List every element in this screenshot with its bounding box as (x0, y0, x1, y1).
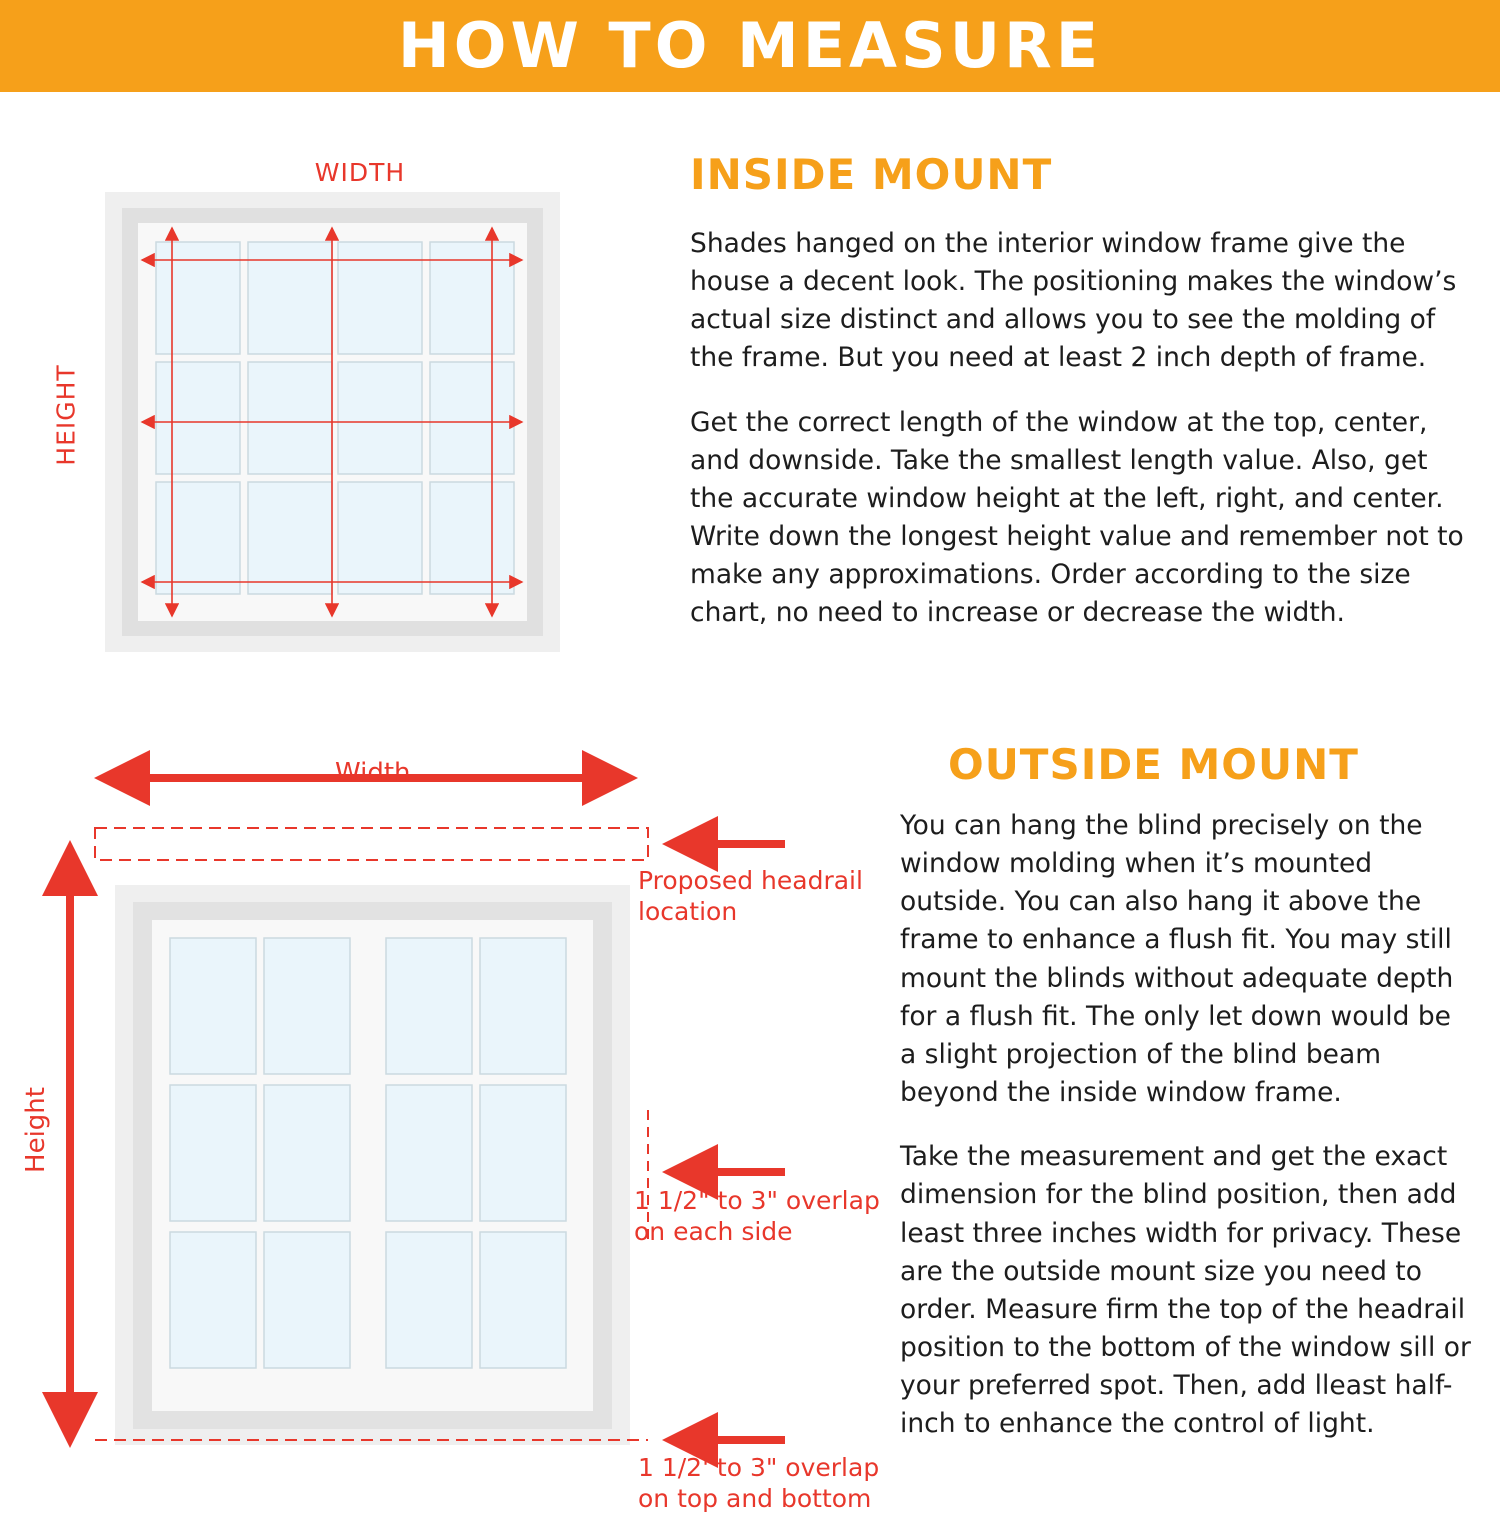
page-title: HOW TO MEASURE (397, 9, 1103, 82)
inside-window-illustration (60, 150, 660, 710)
topbottom-overlap-note-line2: on top and bottom (638, 1484, 872, 1514)
outside-window-illustration (30, 740, 890, 1480)
headrail-note-line2: location (638, 897, 738, 927)
outside-mount-diagram (21, 740, 890, 1514)
headrail-note (638, 865, 863, 928)
headrail-note-line1: Proposed headrail (638, 866, 863, 895)
inside-mount-title: INSIDE MOUNT (690, 150, 1053, 199)
inside-mount-diagram (51, 150, 660, 710)
outside-mount-title: OUTSIDE MOUNT (948, 740, 1359, 789)
inside-height-label: HEIGHT (51, 364, 81, 466)
side-overlap-note (634, 1185, 880, 1248)
inside-mount-section (690, 150, 1470, 659)
outside-mount-paragraph-1: You can hang the blind precisely on the window molding when it’s mounted outside. You can also hang it above the frame to enhance a flush fit. You may still mount the blinds without adequate depth for a flush fit. The only let down would be a slight projection of the blind beam beyond the inside window frame. (900, 810, 1454, 1109)
page-header (0, 0, 1500, 92)
topbottom-overlap-note-line1: 1 1/2' to 3" overlap (638, 1453, 880, 1482)
side-overlap-note-line2: on each side (634, 1217, 793, 1247)
outside-mount-paragraph-2: Take the measurement and get the exact dimension for the blind position, then add least three inches width for privacy. These are the outside mount size you need to order. Measure firm the top of the headrail position to the bottom of the window sill or your preferred spot. Then, add lleast half-inch to enhance the control of light. (900, 1141, 1471, 1440)
side-overlap-note-line1: 1 1/2" to 3" overlap (634, 1186, 880, 1215)
outside-mount-body (900, 745, 1475, 1470)
outside-height-label: Height (21, 1087, 51, 1173)
inside-mount-paragraph-1: Shades hanged on the interior window frame give the house a decent look. The positioning makes the window’s actual size distinct and allows you to see the molding of the frame. But you need at least 2 inch depth of frame. (690, 228, 1457, 374)
inside-mount-paragraph-2: Get the correct length of the window at the top, center, and downside. Take the smallest length value. Also, get the accurate window height at the left, right, and center. Write down the longest height value and remember not to make any approximations. Order according to the size chart, no need to increase or decrease the width. (690, 406, 1464, 629)
outside-width-label: Width (335, 758, 411, 788)
inside-width-label: WIDTH (314, 158, 406, 187)
topbottom-overlap-note (638, 1452, 879, 1515)
